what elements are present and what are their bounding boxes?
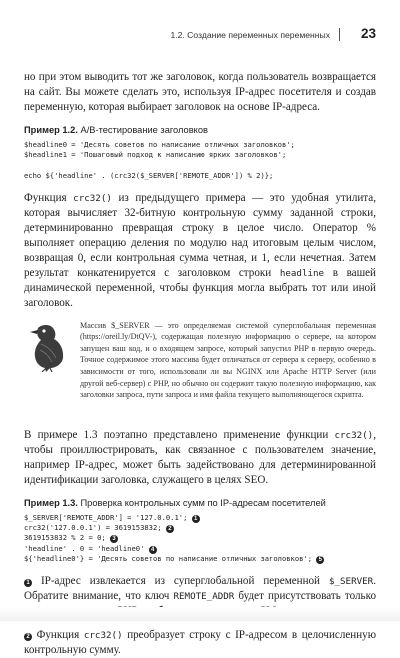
code-line: ${'headline0'} = 'Десять советов по написание отличных заголовков'; xyxy=(24,554,317,564)
example-1-3-title xyxy=(24,497,376,510)
chapter-title: 1.2. Создание переменных переменных xyxy=(170,30,330,40)
footnote-1: 1 IP-адрес извлекается из суперглобальной переменной $_SERVER. Обратите внимание, что ключ REMOTE_ADDR будет присутствовать только xyxy=(24,574,376,602)
example-label: Пример 1.3. xyxy=(24,497,78,508)
header-divider xyxy=(339,28,340,41)
example-1-2-code: $headline0 = 'Десять советов по написание отличных заголовков'; $headline1 = 'Пошаговый подход к написанию ярких заголовков'; echo ${'headline' . (crc32($_SERVER['REMOTE_ADDR']) % 2)}; xyxy=(24,140,295,181)
page-number: 23 xyxy=(360,26,376,41)
callout-marker: 2 xyxy=(166,525,174,533)
paragraph-intro: но при этом выводить тот же заголовок, когда пользователь возвращается на сайт. Вы можете сделать это, используя IP-адрес посетителя и создав переменную, которая выбирает заголовок на основе IP-адреса. xyxy=(24,71,376,113)
code-line: crc32('127.0.0.1') = 3619153832; xyxy=(24,523,166,533)
running-header xyxy=(24,26,376,44)
page-body xyxy=(24,70,376,658)
callout-marker: 1 xyxy=(192,515,200,523)
code-line: 'headline' . 0 = 'headline0' xyxy=(24,543,149,553)
paragraph-crc32-explanation: Функция crc32() из предыдущего примера — это удобная утилита, которая вычисляет 32-битную контрольную сумму заданной строки, детерминированно превращая строку в целое число. Оператор % выполняет операцию деления по модулю над итоговым целым числом, возвращая 0, если контрольная сумма четная, и 1, если нечетная. Затем результат конкатенируется с заголовком строки headline в вашей динамической переменной, чтобы функция могла выбрать тот или иной заголовок. xyxy=(24,191,376,309)
callout-marker: 5 xyxy=(316,556,324,564)
note-box xyxy=(24,320,376,418)
callout-marker: 3 xyxy=(110,535,118,543)
callout-marker: 1 xyxy=(24,579,32,587)
callout-marker: 2 xyxy=(24,633,32,641)
callout-marker: 4 xyxy=(149,546,157,554)
page-bottom-edge xyxy=(0,607,400,621)
example-caption: A/B-тестирование заголовков xyxy=(80,125,208,135)
note-text: Массив $_SERVER — это определяемая системой суперглобальная переменная (https://oreil.ly/DtQV-), содержащая полезную информацию о сервере, на котором запущен ваш код, и о входящем запросе, который запустил PHP в первую очередь. Точное содержимое этого массива будет отличаться от сервера к серверу, особенно в зависимости от того, использовали ли вы NGINX или Apache HTTP Server (или другой веб-сервер) с PHP, но обычно он содержит такую полезную информацию, как заголовки запроса, пути запроса и имя файла текущего выполняющегося скрипта. xyxy=(80,320,376,400)
example-1-2-title xyxy=(24,124,376,137)
footnote-2: 2 Функция crc32() преобразует строку с IP-адресом в целочисленную контрольную сумму. xyxy=(24,628,376,656)
raven-icon xyxy=(26,322,68,372)
example-label: Пример 1.2. xyxy=(24,125,78,135)
code-line: $_SERVER['REMOTE_ADDR'] = '127.0.0.1'; xyxy=(24,512,192,522)
paragraph-example-intro: В примере 1.3 поэтапно представлено применение функции crc32(), чтобы проиллюстрировать, как связанное с пользователем значение, например IP-адрес, может быть задействовано для детерминированной идентификации заголовка, служащего в целях SEO. xyxy=(24,428,376,486)
code-line: 3619153832 % 2 = 0; xyxy=(24,533,110,543)
example-1-3-code xyxy=(24,513,376,565)
example-caption: Проверка контрольных сумм по IP-адресам посетителей xyxy=(80,497,326,508)
